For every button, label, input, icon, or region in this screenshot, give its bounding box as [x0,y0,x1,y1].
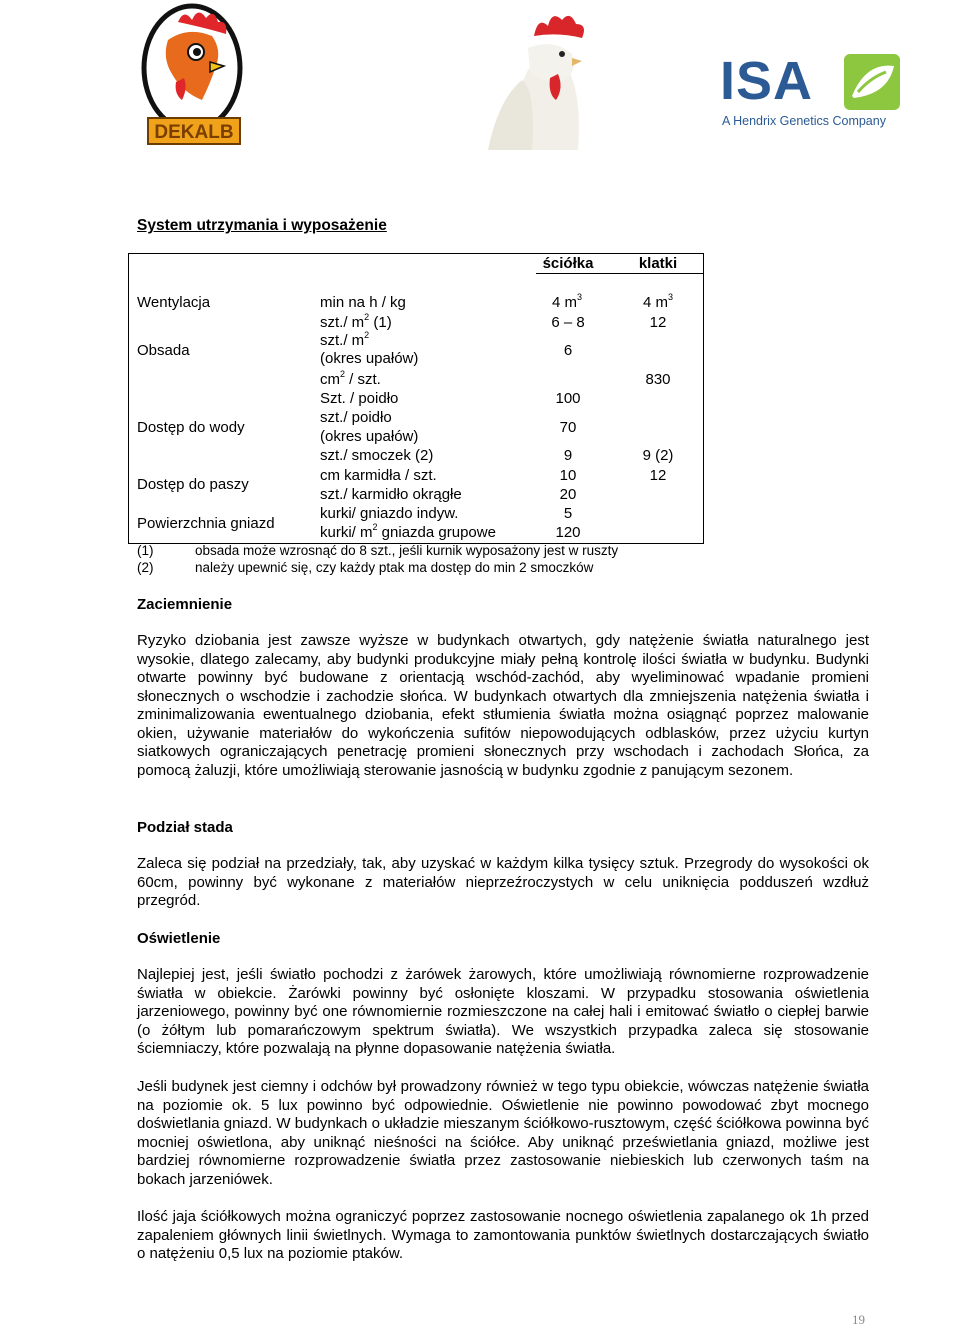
dekalb-emblem-icon [140,0,252,150]
cell-sciolka: 120 [555,524,581,541]
cell-unit: szt./ $m^2$ [320,330,370,349]
cell-unit: szt./ $m^2$ (1) [320,312,392,331]
cell-unit: cm karmidła / szt. [320,467,437,484]
footnote-num: (2) [137,560,154,575]
heading-zaciemnienie: Zaciemnienie [137,596,233,613]
paragraph-oswietlenie-1: Najlepiej jest, jeśli światło pochodzi z żarówek żarowych, które umożliwiają równomierne rozprowadzenie światła w obiekcie. Żarówki powinny być osłonięte kloszami. W przypadku stosowania oświetlenia jarzeniowego, powinny być one równomiernie rozmieszczone na całej hali i emitować światło o ciepłej barwie (o żółtym lub pomarańczowym spektrum światła). We wszystkich przypadka zaleca się stosowanie ściemniaczy, które pozwalają na płynne dopasowanie natężenia światła. [137,966,869,1057]
footnote-num: (1) [137,543,154,558]
cell-sciolka: 6 [563,342,573,359]
cell-unit: kurki/ $m^2$ gniazda grupowe [320,522,496,541]
footnote-text: należy upewnić się, czy każdy ptak ma dostęp do min 2 smoczków [195,560,594,575]
cell-unit: szt./ karmidło okrągłe [320,486,462,503]
cell-unit: Szt. / poidło [320,390,399,407]
equipment-table [128,253,704,544]
cell-unit: $cm^2$ / szt. [320,369,381,388]
cell-unit-sub: (okres upałów) [320,428,419,445]
table-header-underline [536,273,704,274]
cell-klatki: 12 [649,467,667,484]
section-title: System utrzymania i wyposażenie [137,217,387,234]
rooster-photo [478,8,608,150]
paragraph-podzial-stada: Zaleca się podział na przedziały, tak, aby uzyskać w każdym kilka tysięcy sztuk. Przegrody do wysokości ok 60cm, powinny być wykonane z materiałów nieprzeźroczystych w celu uniknięcia podduszeń wzdłuż przegród. [137,855,869,909]
paragraph-oswietlenie-3: Ilość jaja ściółkowych można ograniczyć poprzez zastosowanie nocnego oświetlenia zapalanego ok 1h przed zapaleniem głównych linii świetlnych. Wymaga to zamontowania punktów świetlnych dostarczających światło o natężeniu 0,5 lux na poziomie ptaków. [137,1208,869,1262]
cell-sciolka: 70 [559,419,577,436]
page-number: 19 [852,1312,865,1327]
footnote-text: obsada może wzrosnąć do 8 szt., jeśli kurnik wyposażony jest w ruszty [195,543,619,558]
col-header-sciolka: ściółka [542,255,594,272]
isa-leaf-icon [844,54,900,110]
cell-unit: szt./ smoczek (2) [320,447,434,464]
cell-sciolka: 10 [559,467,577,484]
cell-unit: szt./ poidło [320,409,392,426]
paragraph-zaciemnienie: Ryzyko dziobania jest zawsze wyższe w budynkach otwartych, gdy natężenie światła naturalnego jest wysokie, dlatego zalecamy, aby budynki produkcyjne miały pełną kontrolę ilości światła w budynku. Budynki otwarte powinny być budowane z orientacją wschód-zachód, aby wyeliminować wpadanie promieni słonecznych o wschodzie i zachodzie słońca. W budynkach otwartych dla zmniejszenia natężenia światła i zminimalizowania ewentualnego dziobania, efekt stłumienia światła można osiągnąć poprzez malowanie okien, używanie materiałów do wykończenia sufitów niepowodujących odblasków, przez użyciu kurtyn siatkowych ograniczających penetrację promieni słonecznych przy wschodach i zachodach Słońca, za pomocą żaluzji, które umożliwiają sterowanie jasnością w budynku zgodnie z panującym sezonem. [137,632,869,779]
cell-klatki: 9 (2) [642,447,674,464]
row-label-woda: Dostęp do wody [137,419,245,436]
row-label-gniazda: Powierzchnia gniazd [137,515,275,532]
dekalb-logo [140,0,252,150]
cell-klatki: 4 $m^3$ [643,292,674,311]
row-label-pasza: Dostęp do paszy [137,476,249,493]
rooster-image-icon [478,8,608,150]
cell-unit: kurki/ gniazdo indyw. [320,505,459,522]
dekalb-wordmark: DEKALB [154,122,234,143]
heading-oswietlenie: Oświetlenie [137,930,221,947]
cell-klatki: 12 [649,314,667,331]
cell-sciolka: 9 [563,447,573,464]
cell-sciolka: 5 [563,505,573,522]
cell-sciolka: 4 $m^3$ [552,292,583,311]
row-label-obsada: Obsada [137,342,190,359]
heading-podzial-stada: Podział stada [137,819,233,836]
paragraph-oswietlenie-2: Jeśli budynek jest ciemny i odchów był prowadzony również w tego typu obiekcie, wówczas natężenie światła na poziomie ok. 5 lux powinno być odpowiednie. Oświetlenie nie powinno powodować zbyt mocnego doświetlania gniazd. W budynkach o układzie mieszanym ściółkowo-rusztowym, część ściółkowa powinna być mocniej oświetlona, aby uniknąć nieśności na ściółce. Aby uniknąć prześwietlania gniazd, możliwe jest bardziej równomierne rozprowadzenie światła przez zastosowanie niebieskich lub czerwonych taśm na bokach jarzeniówek. [137,1078,869,1188]
cell-unit-sub: (okres upałów) [320,350,419,367]
col-header-klatki: klatki [638,255,678,272]
cell-sciolka: 6 – 8 [551,314,585,331]
isa-logo [720,50,902,134]
isa-tagline: A Hendrix Genetics Company [722,114,886,128]
cell-unit: min na h / kg [320,294,406,311]
isa-wordmark: ISA [720,51,814,111]
cell-sciolka: 100 [555,390,581,407]
row-label-wentylacja: Wentylacja [137,294,211,311]
cell-klatki: 830 [645,371,671,388]
cell-sciolka: 20 [559,486,577,503]
